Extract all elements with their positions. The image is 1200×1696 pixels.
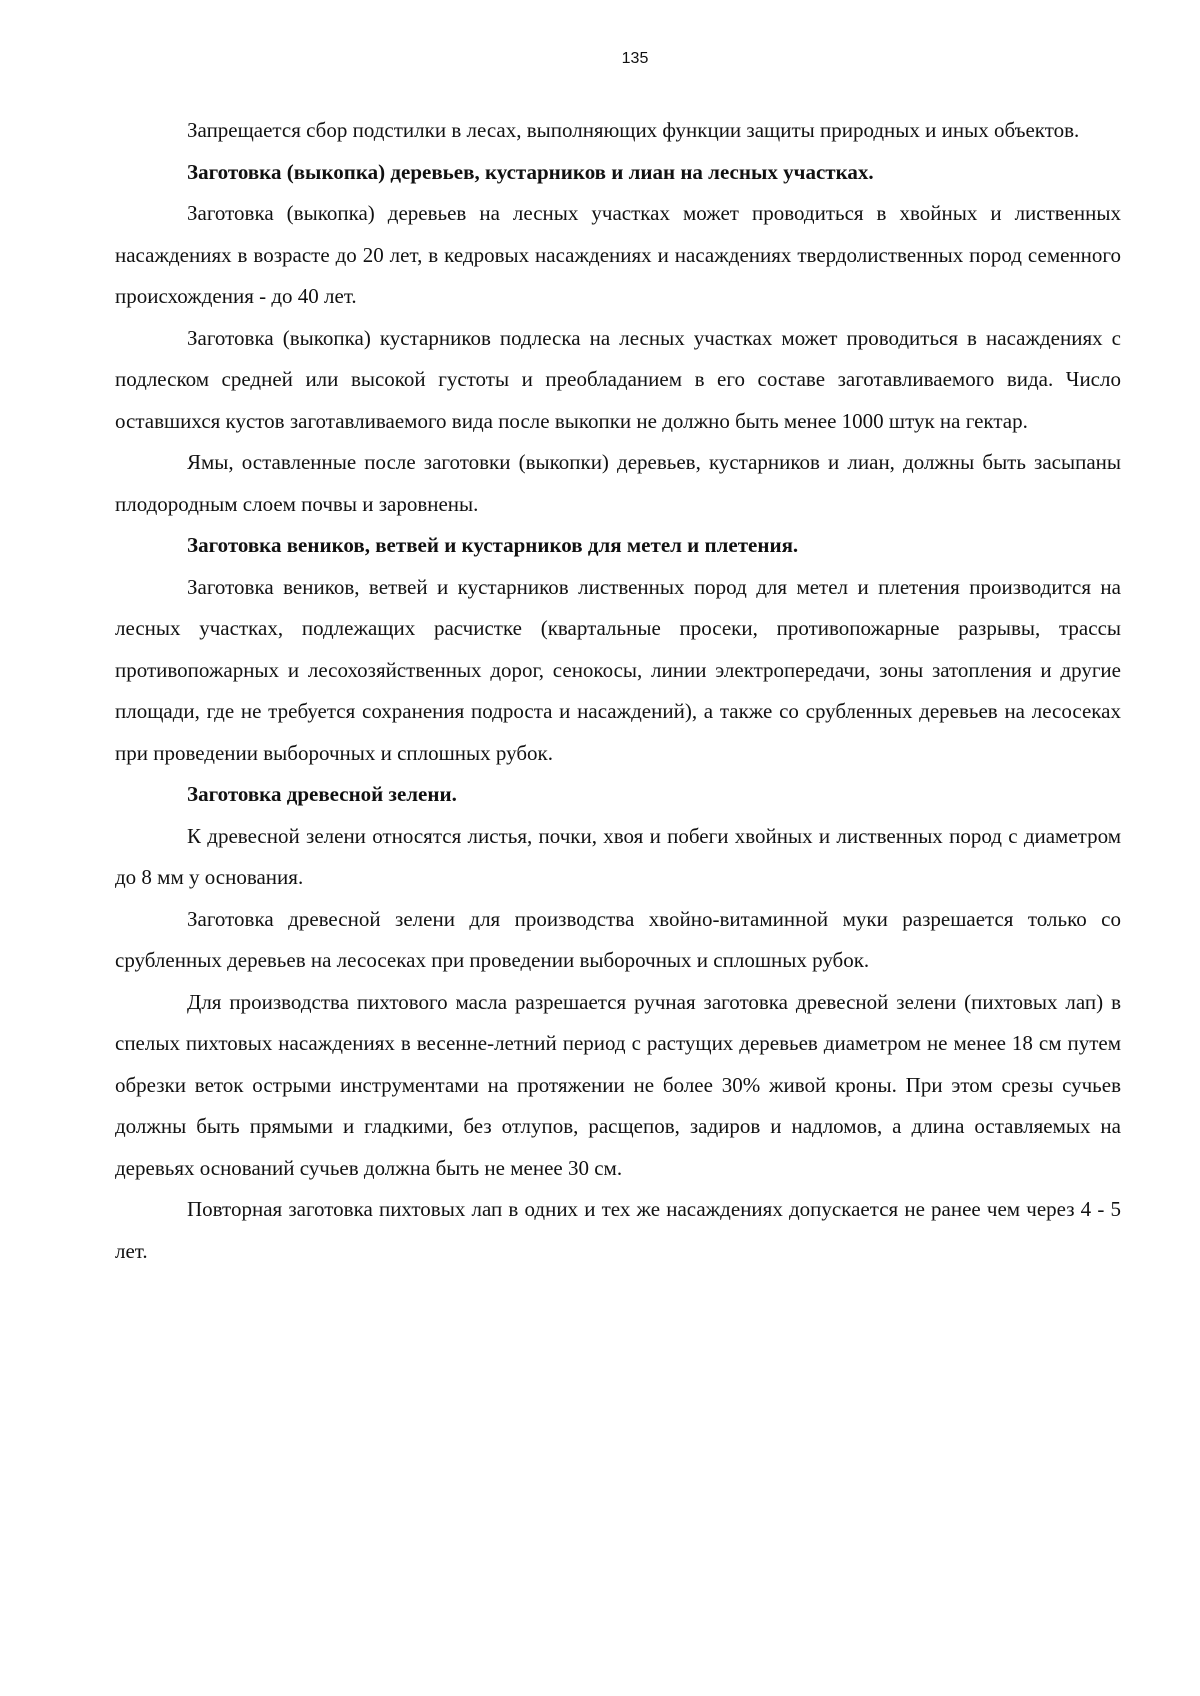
heading-tree-digging: Заготовка (выкопка) деревьев, кустарников и лиан на лесных участках. <box>187 159 874 184</box>
paragraph-brooms-branches: Заготовка веников, ветвей и кустарников лиственных пород для метел и плетения производится на лесных участках, подлежащих расчистке (квартальные просеки, противопожарные разрывы, трассы противопожарных и лесохозяйственных дорог, сенокосы, линии электропередачи, зоны затопления и другие площади, где не требуется сохранения подроста и насаждений), а также со срубленных деревьев на лесосеках при проведении выборочных и сплошных рубок. <box>115 574 1121 765</box>
paragraph-shrub-digging: Заготовка (выкопка) кустарников подлеска на лесных участках может проводиться в насаждениях с подлеском средней или высокой густоты и преобладанием в его составе заготавливаемого вида. Число оставшихся кустов заготавливаемого вида после выкопки не должно быть менее 1000 штук на гектар. <box>115 325 1121 433</box>
paragraph-tree-digging-age: Заготовка (выкопка) деревьев на лесных участках может проводиться в хвойных и лиственных насаждениях в возрасте до 20 лет, в кедровых насаждениях и насаждениях твердолиственных пород семенного происхождения - до 40 лет. <box>115 201 1121 308</box>
paragraph-fir-oil: Для производства пихтового масла разрешается ручная заготовка древесной зелени (пихтовых лап) в спелых пихтовых насаждениях в весенне-летний период с растущих деревьев диаметром не менее 18 см путем обрезки веток острыми инструментами на протяжении не более 30% живой кроны. При этом срезы сучьев должны быть прямыми и гладкими, без отлупов, расщепов, задиров и надломов, а длина оставляемых на деревьях оснований сучьев должна быть не менее 30 см. <box>115 989 1121 1180</box>
paragraph-repeat-harvest: Повторная заготовка пихтовых лап в одних и тех же насаждениях допускается не ранее чем через 4 - 5 лет. <box>115 1197 1121 1263</box>
page-number: 135 <box>621 50 649 67</box>
heading-greenery: Заготовка древесной зелени. <box>187 782 457 806</box>
document-body <box>115 110 1121 1272</box>
paragraph-pits-filling: Ямы, оставленные после заготовки (выкопки) деревьев, кустарников и лиан, должны быть засыпаны плодородным слоем почвы и заровнены. <box>115 450 1121 516</box>
paragraph-greenery-flour: Заготовка древесной зелени для производства хвойно-витаминной муки разрешается только со срубленных деревьев на лесосеках при проведении выборочных и сплошных рубок. <box>115 906 1121 972</box>
paragraph-greenery-definition: К древесной зелени относятся листья, почки, хвоя и побеги хвойных и лиственных пород с диаметром до 8 мм у основания. <box>115 823 1121 889</box>
heading-brooms-branches: Заготовка веников, ветвей и кустарников для метел и плетения. <box>187 533 799 557</box>
paragraph-litter-ban: Запрещается сбор подстилки в лесах, выполняющих функции защиты природных и иных объектов. <box>187 118 1080 142</box>
